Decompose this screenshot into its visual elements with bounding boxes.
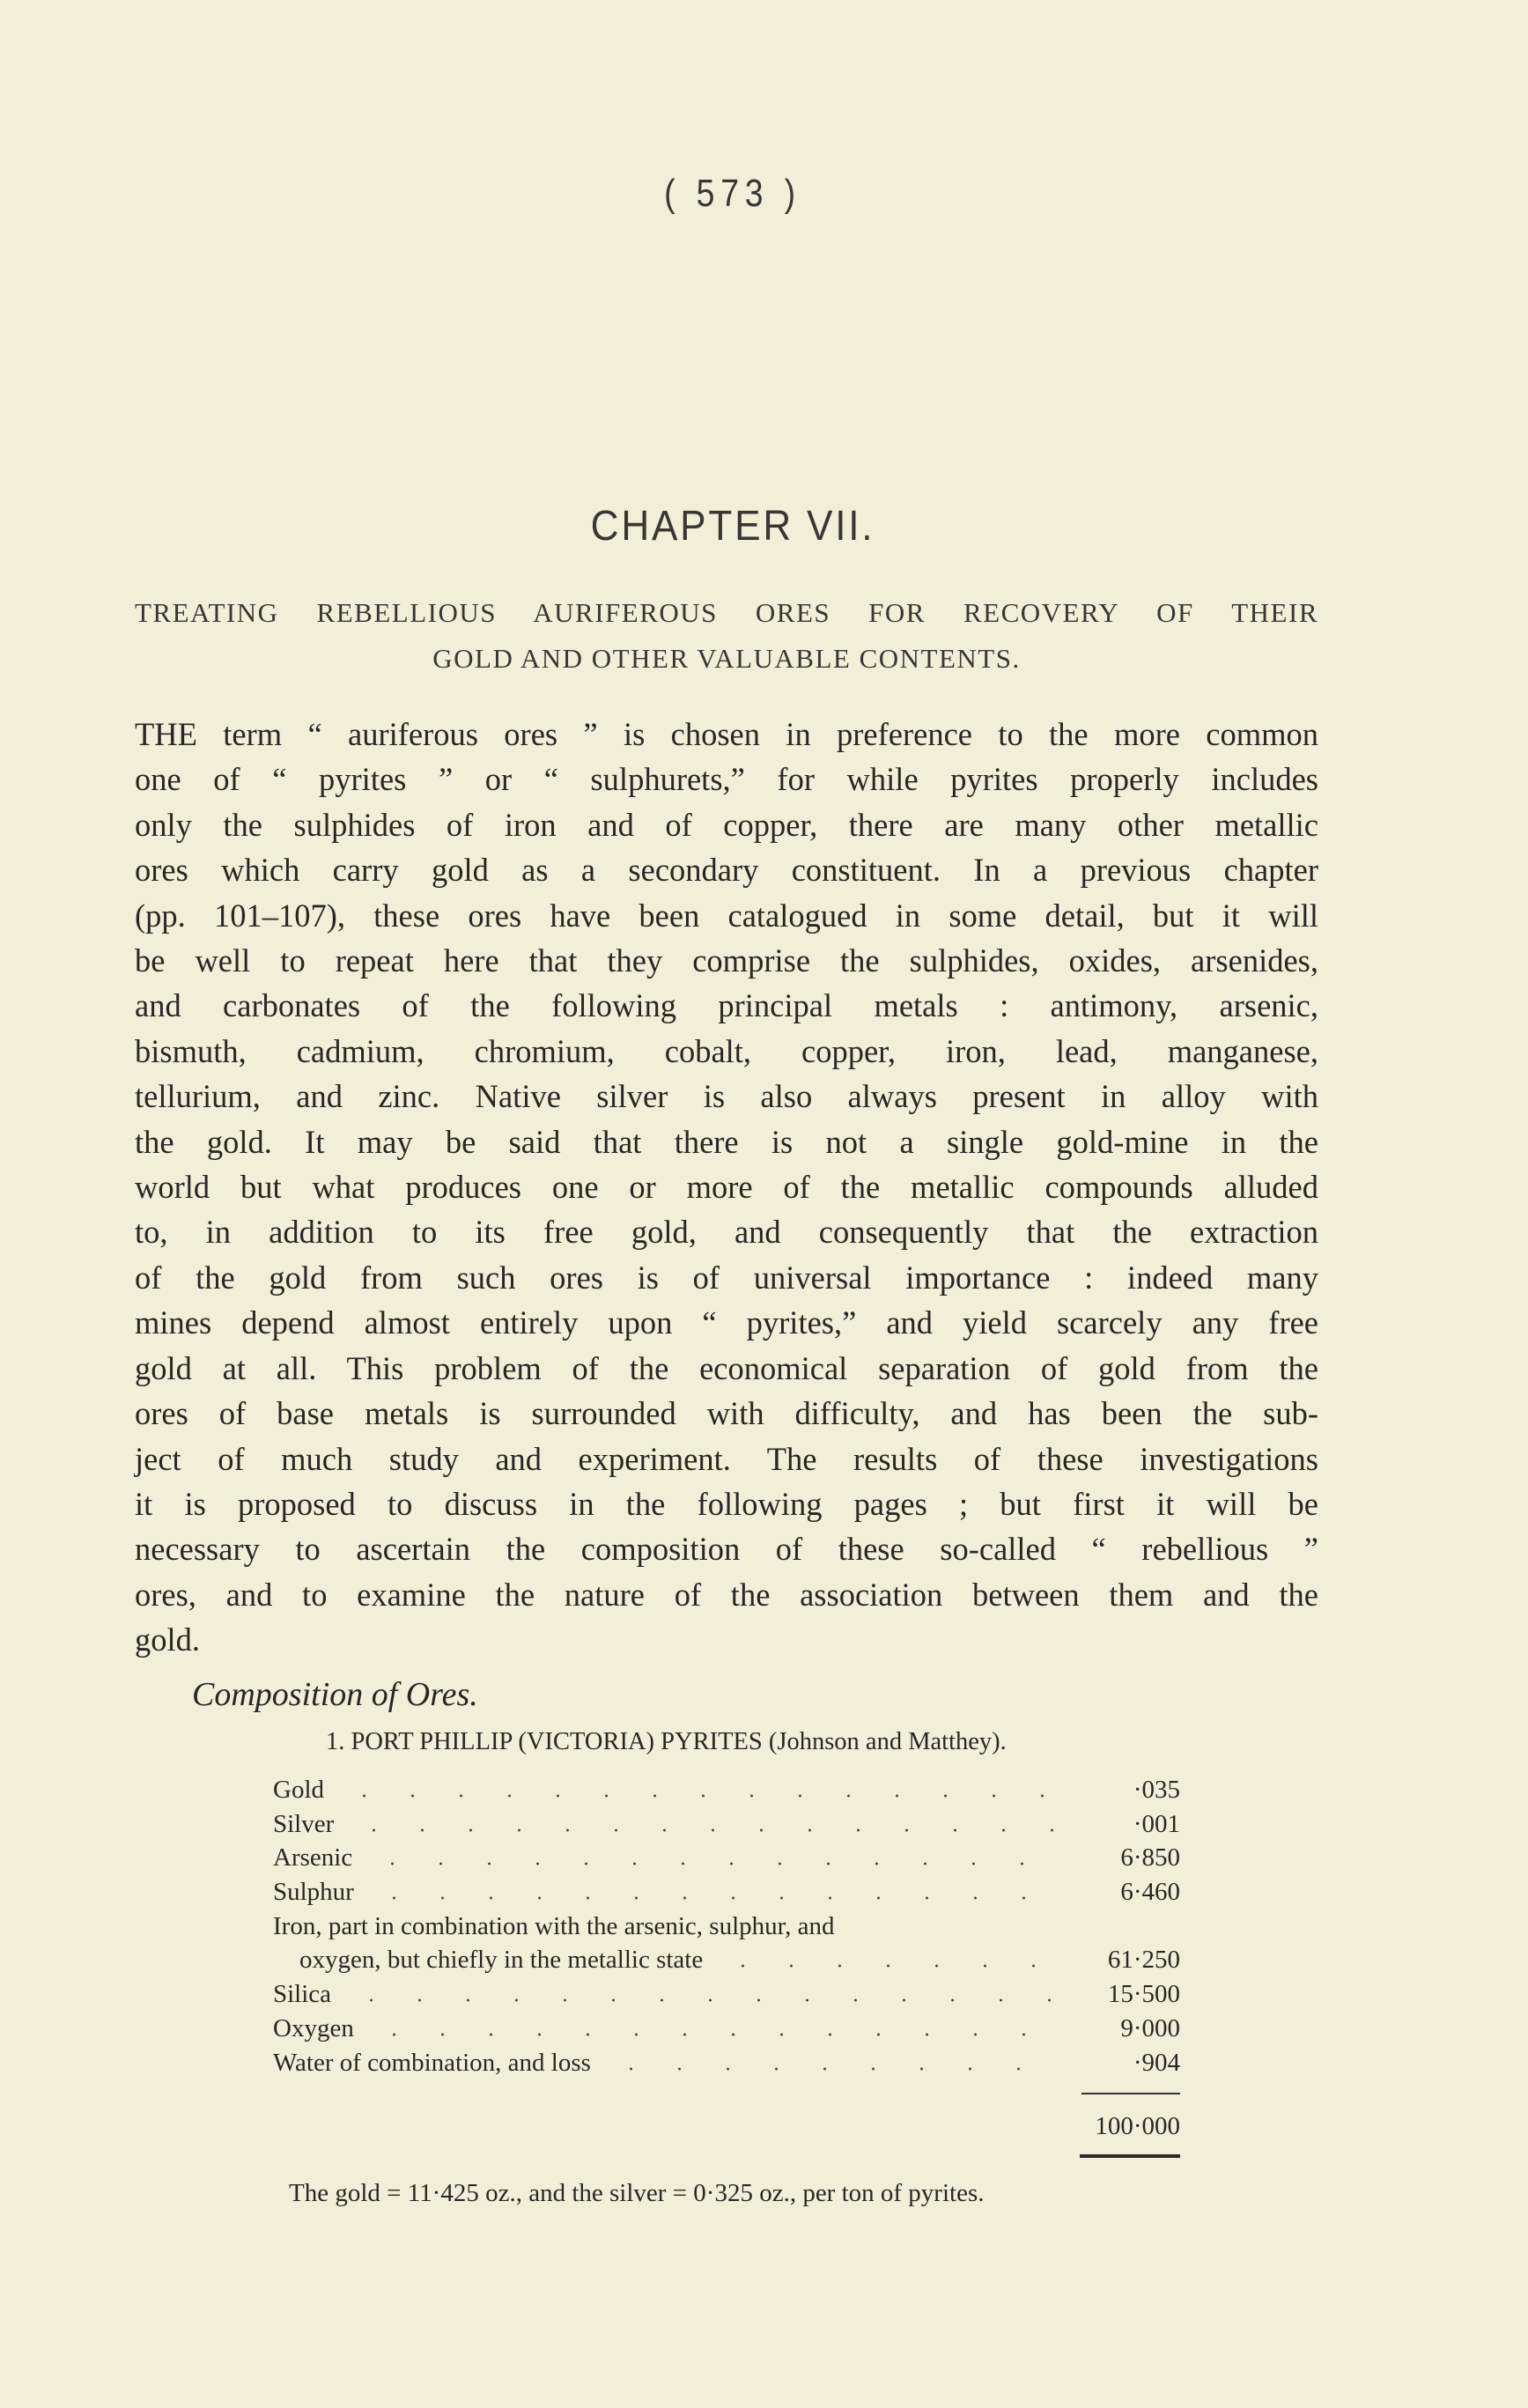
table-row xyxy=(273,2014,1180,2049)
row-label: Sulphur xyxy=(273,1878,354,1907)
row-value: 6·460 xyxy=(1120,1878,1180,1907)
body-line: (pp. 101–107), these ores have been catalogued in some detail, but it will xyxy=(135,897,1318,934)
table-row xyxy=(273,1878,1180,1912)
footnote: The gold = 11·425 oz., and the silver = 0·325 oz., per ton of pyrites. xyxy=(289,2179,985,2207)
dot-leader xyxy=(370,1896,1062,1900)
table-row xyxy=(273,1843,1180,1878)
row-label: oxygen, but chiefly in the metallic state xyxy=(299,1946,704,1975)
body-line: gold. xyxy=(135,1621,201,1658)
body-line: to, in addition to its free gold, and consequently that the extraction xyxy=(135,1214,1318,1251)
dot-leader xyxy=(340,1794,1062,1798)
dot-leader xyxy=(607,2067,1062,2071)
dot-leader xyxy=(370,2033,1062,2036)
body-line: ores which carry gold as a secondary constituent. In a previous chapter xyxy=(135,852,1318,889)
row-label: Silica xyxy=(273,1980,332,2009)
row-label: Arsenic xyxy=(273,1843,353,1872)
total-double-rule xyxy=(1080,2154,1180,2158)
row-value: 6·850 xyxy=(1120,1843,1180,1872)
row-value: 15·500 xyxy=(1107,1980,1180,2009)
body-line: ject of much study and experiment. The results of these investigations xyxy=(135,1440,1318,1477)
table-row xyxy=(273,1980,1180,2014)
body-line: bismuth, cadmium, chromium, cobalt, copper, iron, lead, manganese, xyxy=(135,1032,1318,1069)
body-line: gold at all. This problem of the economical separation of gold from the xyxy=(135,1349,1318,1386)
chapter-subtitle-line-2: GOLD AND OTHER VALUABLE CONTENTS. xyxy=(432,643,1021,674)
row-value: ·001 xyxy=(1133,1809,1180,1838)
body-line: world but what produces one or more of the metallic compounds alluded xyxy=(135,1169,1318,1206)
row-value: ·904 xyxy=(1133,2048,1180,2077)
body-paragraph xyxy=(135,712,1318,1663)
body-line: be well to repeat here that they comprise the sulphides, oxides, arsenides, xyxy=(135,942,1318,979)
table-row xyxy=(273,1810,1180,1844)
page-number: ( 573 ) xyxy=(664,172,801,215)
body-line: tellurium, and zinc. Native silver is also always present in alloy with xyxy=(135,1078,1318,1115)
body-line: ores, and to examine the nature of the association between them and the xyxy=(135,1576,1318,1613)
section-heading: Composition of Ores. xyxy=(192,1676,478,1713)
body-line: only the sulphides of iron and of copper, there are many other metallic xyxy=(135,806,1318,843)
row-value: 61·250 xyxy=(1107,1946,1180,1975)
row-label: Gold xyxy=(273,1776,324,1804)
body-line: and carbonates of the following principal metals : antimony, arsenic, xyxy=(135,987,1318,1024)
body-line: it is proposed to discuss in the following pages ; but first it will be xyxy=(135,1485,1318,1522)
dot-leader xyxy=(368,1862,1062,1865)
table-row xyxy=(273,1946,1180,1980)
table-row xyxy=(273,1776,1180,1810)
table-row xyxy=(273,2049,1180,2083)
body-line: of the gold from such ores is of universal importance : indeed many xyxy=(135,1259,1318,1296)
row-value: ·035 xyxy=(1133,1776,1180,1804)
row-label: Iron, part in combination with the arsenic, sulphur, and xyxy=(273,1911,835,1940)
body-line: mines depend almost entirely upon “ pyrites,” and yield scarcely any free xyxy=(135,1304,1318,1341)
table-row xyxy=(273,1912,1180,1946)
body-line: one of “ pyrites ” or “ sulphurets,” for while pyrites properly includes xyxy=(135,761,1318,798)
body-line: ores of base metals is surrounded with difficulty, and has been the sub- xyxy=(135,1395,1318,1432)
row-value: 9·000 xyxy=(1120,2013,1180,2042)
dot-leader xyxy=(719,1964,1062,1968)
body-line: THE term “ auriferous ores ” is chosen in preference to the more common xyxy=(135,716,1318,752)
composition-table xyxy=(273,1776,1180,2082)
body-line: necessary to ascertain the composition of these so-called “ rebellious ” xyxy=(135,1531,1318,1568)
chapter-title: CHAPTER VII. xyxy=(590,503,875,550)
body-line: the gold. It may be said that there is not a single gold-mine in the xyxy=(135,1123,1318,1160)
row-label: Water of combination, and loss xyxy=(273,2048,591,2077)
sum-rule xyxy=(1081,2093,1180,2094)
table-total: 100·000 xyxy=(1095,2112,1180,2140)
dot-leader xyxy=(350,1828,1062,1832)
dot-leader xyxy=(347,1998,1062,2002)
row-label: Oxygen xyxy=(273,2013,354,2042)
table-title: 1. PORT PHILLIP (VICTORIA) PYRITES (Johnson and Matthey). xyxy=(326,1728,1007,1755)
row-label: Silver xyxy=(273,1809,335,1838)
chapter-subtitle-line-1: TREATING REBELLIOUS AURIFEROUS ORES FOR RECOVERY OF THEIR xyxy=(135,597,1318,628)
